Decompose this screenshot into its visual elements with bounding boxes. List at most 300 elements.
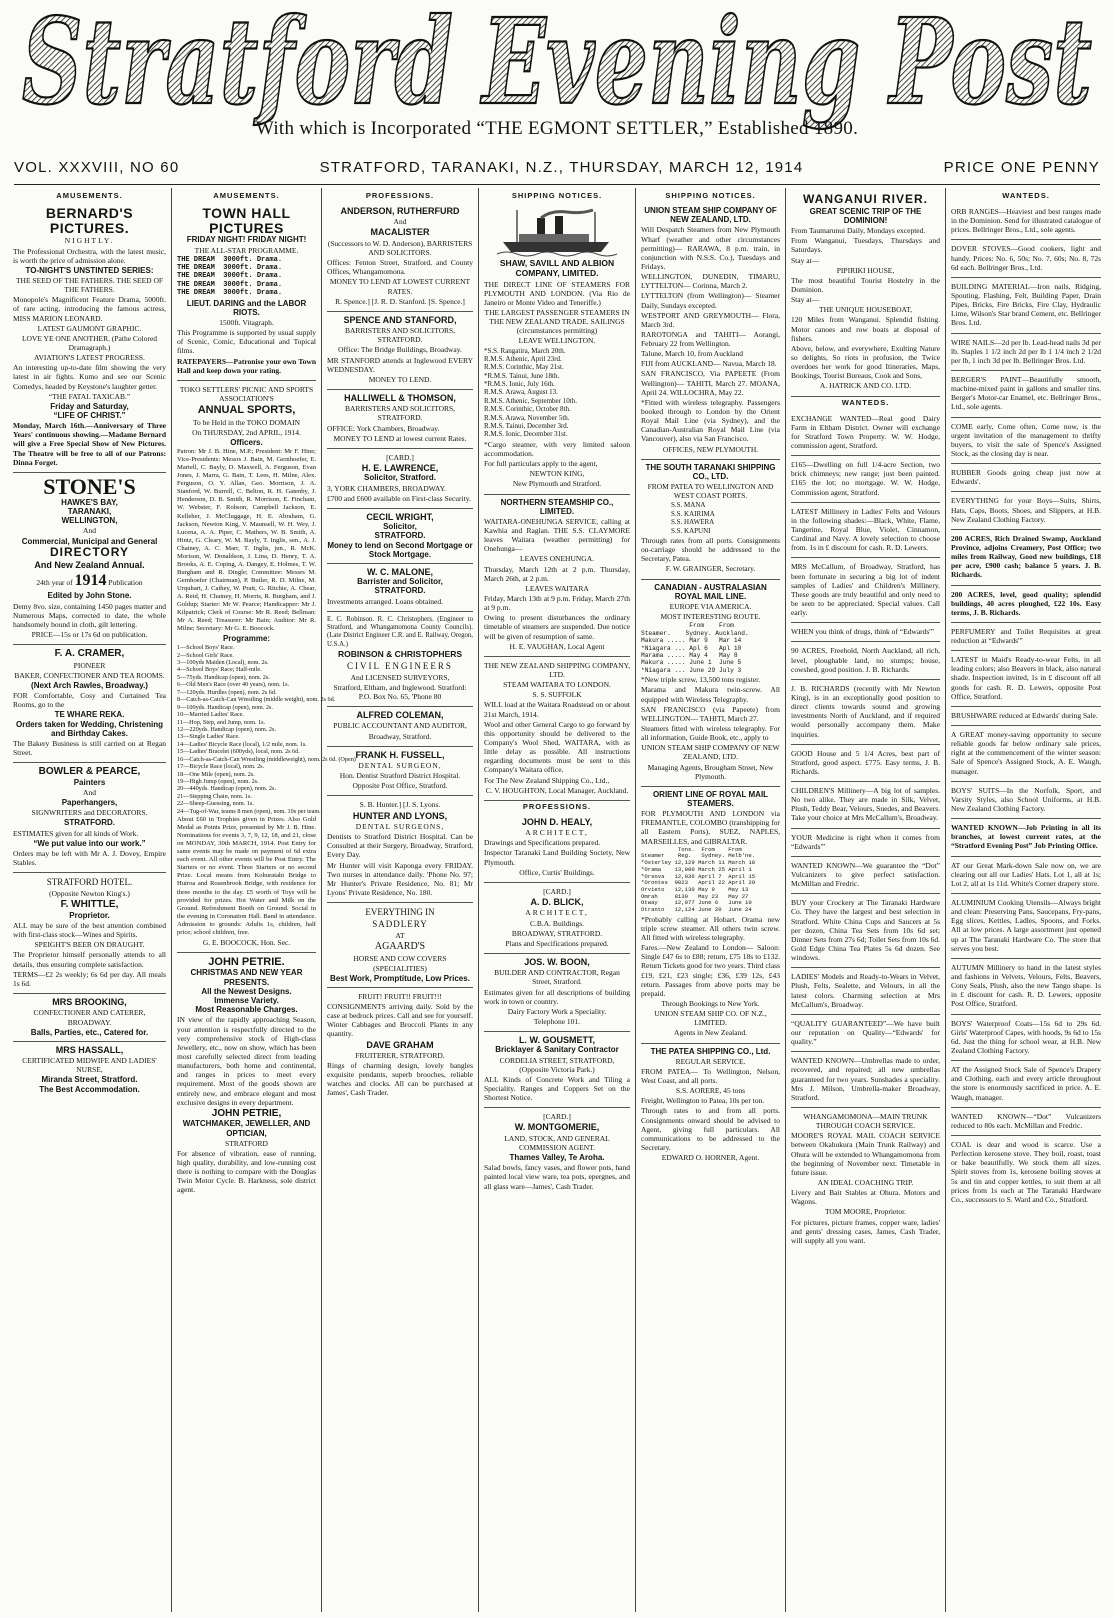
advert-text: WAITARA-ONEHUNGA SERVICE, calling at Kawhia and Raglan. THE S.S. CLAYMORE leaves Waitara (weather permitting) for Onehunga— (484, 516, 630, 554)
column-2 (172, 188, 356, 1612)
advert-cramer (13, 645, 166, 763)
advert-lawrence (327, 449, 473, 509)
advert-text: ESTIMATES given for all kinds of Work. (13, 828, 139, 838)
advert-cecil-wright (327, 509, 473, 564)
advert-text: WELLINGTON, DUNEDIN, TIMARU, LYTTELTON— Corinna, March 2. (641, 272, 780, 291)
wanted-ad (951, 278, 1101, 334)
wanted-text: BUY your Crockery at The Taranaki Hardware Co. They have the largest and best selection in Stratford. White China Cups and Saucers at 5s per dozen, China Tea Sets from 10s 6d set; Dinner Sets from 27s 6d; Toilet Sets from 10s 6d. Gold Edge China Tea Plates 5s 6d dozen. See windows. (791, 898, 940, 963)
advert-title: ROBINSON & CHRISTOPHERS (337, 648, 463, 659)
advert-text: Livery and Bait Stables at Ohura. Motors and Wagons. (791, 1188, 940, 1207)
advert-text: An interesting up-to-date film showing the very latest in air fights. Kumo and see our Scenic Comedys, headed by Keystone's laughter getter. (13, 363, 166, 391)
advert-title: MRS HASSALL, (55, 1044, 124, 1055)
advert-text: Freight, Wellington to Patea, 10s per ton. (641, 1096, 765, 1106)
section-header: SHIPPING NOTICES. (511, 191, 603, 200)
advert-text: Orders taken for Wedding, Christening and Birthday Cakes. (16, 719, 163, 738)
advert-text: E. C. Robinson. R. C. Christophers. (Engineer to Stratford, and Whangamomona County Councils). (Late District Engineer C.R. and E. Railway, Oregon, U.S.A.) (327, 615, 473, 648)
advert-line: TOKO SETTLERS' PICNIC AND SPORTS ASSOCIATION'S (179, 384, 314, 404)
advert-signature: G. E. BOOCOCK, Hon. Sec. (202, 937, 291, 947)
advert-title: NORTHERN STEAMSHIP CO., LIMITED. (500, 497, 614, 516)
advert-line: 1500ft. Vitagraph. (219, 318, 274, 328)
advert-title: BERNARD'S PICTURES. (45, 205, 134, 236)
advert-text: Steamers fitted with wireless telegraphy. For all information, Guide Book, etc., apply to (641, 723, 780, 743)
advert-bernards-pictures (13, 203, 166, 473)
section-header: PROFESSIONS. (365, 191, 435, 200)
advert-line: CORDELIA STREET, STRATFORD, (Opposite Victoria Park.) (499, 1055, 615, 1074)
wanted-text: LADIES' Models and Ready-to-Wears in Velvet, Plush, Felts, Sealette, and Velours, in all the latest colors. Charming selection at Mrs McCallum's, Broadway. (791, 972, 940, 1009)
wanted-text: BOYS' SUITS—In the Norfolk, Sport, and Varsity Styles, also School Uniforms, at H.B. New Zealand Clothing Factory. (951, 785, 1101, 814)
advert-text: Fares.—New Zealand to London— Saloon: Single £47 6s to £88; return, £75 18s to £132. Return Tickets good for two years. Third class £19, £21, £23 single; £36, £39 12s, £43 return. Passages from above ports may be prepaid. (641, 943, 781, 998)
advert-line: Barrister and Solicitor, (357, 577, 443, 587)
advert-line: CIVIL ENGINEERS (347, 660, 453, 671)
section-header: AMUSEMENTS. (56, 191, 123, 200)
advert-title: MRS BROOKING, (52, 997, 127, 1008)
advert-malone (327, 564, 473, 612)
advert-title: A. D. BLICK, (530, 897, 584, 908)
advert-orient-line (641, 787, 780, 1044)
advert-text: MONEY TO LEND AT LOWEST CURRENT RATES. (329, 277, 471, 296)
advert-line: The Best Accommodation. (39, 1084, 140, 1094)
advert-line: AT (395, 931, 405, 941)
advert-line: CONFECTIONER AND CATERER, BROADWAY. (33, 1008, 146, 1027)
wanted-ad (951, 371, 1101, 418)
advert-text: Drawings and Specifications prepared. (484, 838, 601, 848)
wanted-text: COAL is dear and wood is scarce. Use a Perfection kerosene stove. They boil, roast, toast or bake beautifully. We stock them all sizes. Spirit stoves from 1s, kerosene boiling stoves at 5s and tin and copper kettles, to suit them at all prices from 1s each at The Taranaki Hardware Co., successors to S. Ward and Co., Stratford. (951, 1139, 1101, 1204)
advert-title: ANDERSON, RUTHERFURD (340, 206, 460, 216)
advert-text: WESTPORT AND GREYMOUTH— Flora, March 3rd. (641, 310, 780, 329)
wanted-text: J. B. RICHARDS (recently with Mr Newton King), is in an exceptionally good position to direct clients towards sound and growing investments North of Auckland, and if required would personally accompany them. Make inquiries. (791, 683, 940, 739)
column-1 (8, 188, 172, 1612)
advert-signature: F. W. GRAINGER, Secretary. (665, 564, 756, 574)
advert-line: S.S. AORERE, 45 tons (675, 1086, 746, 1096)
advert-montgomerie (484, 1108, 630, 1195)
advert-line: NEWTON KING, (529, 469, 585, 479)
advert-line: And New Zealand Annual. (34, 559, 145, 570)
advert-john-petrie (177, 953, 316, 1200)
wanted-ad (951, 623, 1101, 651)
advert-text: From Wanganui, Tuesdays, Thursdays and Saturdays. (791, 236, 940, 255)
advert-line: PUBLIC ACCOUNTANT AND AUDITOR, (333, 721, 467, 731)
advert-line: STRATFORD (225, 1138, 268, 1148)
wanted-ad (951, 894, 1101, 959)
advert-line: THE ALL-STAR PROGRAMME. (194, 245, 299, 255)
wanted-ad (951, 586, 1101, 623)
wanted-ad (951, 418, 1101, 465)
wanted-text: WANTED KNOWN—Umbrellas made to order, recovered, and repaired; all new umbrellas guaranteed for two years. Sunshades a speciality. Mrs J. Milson, Umbrella-maker Broadway, Stratford. (791, 1056, 940, 1102)
advert-text: OFFICE: York Chambers, Broadway. (327, 423, 440, 433)
section-header: AMUSEMENTS. (213, 191, 280, 200)
advert-text: LATEST GAUMONT GRAPHIC. (37, 323, 142, 333)
advert-text: Through rates from all ports. Consignments on-carriage should be addressed to the Secretary, Patea. (641, 535, 780, 564)
advert-line: UNION STEAM SHIP COMPANY OF NEW ZEALAND, LTD. (641, 743, 780, 762)
wanted-ad (951, 203, 1101, 240)
wanted-ad (951, 1015, 1101, 1062)
wanted-ad (951, 959, 1101, 1015)
advert-line: BARRISTERS AND SOLICITORS, STRATFORD. (344, 326, 456, 345)
wanted-ad (791, 857, 940, 894)
advert-line: HORSE AND COW COVERS (SPECIALITIES) (353, 954, 447, 973)
advert-text: MONEY TO LEND at lowest current Rates. (333, 433, 467, 443)
wanted-text: A GREAT money-saving opportunity to secure reliable goods far below ordinary sale prices, right at the commencement of the winter season: Sale of Spence's Assigned Stock, A. E. Waugh, manager. (951, 730, 1101, 776)
advert-line: LIEUT. DARING and the LABOR RIOTS. (186, 298, 307, 317)
advert-line: And (83, 787, 96, 797)
advert-title: SPENCE AND STANFORD, (343, 314, 457, 325)
advert-line: EUROPE VIA AMERICA. (669, 601, 752, 611)
advert-line: MOST INTERESTING ROUTE. (660, 612, 761, 622)
svg-text:Stratford Evening Post: Stratford Evening Post (22, 0, 1092, 131)
advert-text: S. B. Hunter.] [J. S. Lyons. (359, 800, 441, 810)
wanted-text: ALUMINIUM Cooking Utensils—Always bright and clean: Preserving Pans, Saucepans, Fry-pans, Egg slices, Kettles, Ladles, Spoons, and Forks. All at low prices. A large assortment just opened up at The Taranaki Hardware Co. The store that serves you best. (951, 898, 1101, 953)
advert-line: DENTAL SURGEONS, (355, 821, 445, 831)
advert-line: Balls, Parties, etc., Catered for. (30, 1027, 149, 1037)
advert-line: Commercial, Municipal and General (21, 536, 158, 546)
advert-title: ORIENT LINE OF ROYAL MAIL STEAMERS. (652, 789, 769, 808)
advert-line: S. S. SUFFOLK (532, 690, 582, 700)
wanted-text: EVERYTHING for your Boys—Suits, Shirts, Hats, Caps, Boots, Shoes, and Slippers, at H.B. New Zealand Clothing Factory. (951, 496, 1101, 524)
advert-line: Friday and Saturday, (50, 401, 129, 411)
advert-text: TERMS—£2 2s weekly; 6s 6d per day. All meals 1s 6d. (13, 969, 166, 988)
advert-frank-fussell (327, 747, 473, 797)
advert-text: R. Spence.] [J. R. D. Stanford. [S. Spence.] (335, 296, 465, 306)
advert-text: ALL may be sure of the best attention combined with first-class stock—Wines and Spirits. (13, 921, 166, 940)
advert-line: WATCHMAKER, JEWELLER, AND OPTICIAN, (182, 1119, 311, 1138)
wanted-ad (791, 642, 940, 679)
advert-line: Broadway, Stratford. (368, 731, 432, 741)
advert-spence-stanford (327, 312, 473, 390)
advert-line: Miranda Street, Stratford. (41, 1075, 138, 1085)
advert-line: Edited by John Stone. (47, 591, 132, 601)
advert-dave-graham (327, 988, 473, 1103)
advert-title: W. MONTGOMERIE, (514, 1122, 600, 1133)
advert-text: Owing to present disturbances the ordinary timetable of steamers are suspended. Due notice will be given of resumption of same. (484, 613, 630, 641)
advert-text: Will Despatch Steamers from New Plymouth Wharf (weather and other circumstances permitting)— RARAWA, 8 p.m. train, in conjunction with N.S.S. Co.), Tuesdays and Fridays. (641, 225, 780, 271)
wanted-ad (951, 464, 1101, 492)
advert-line: LEAVES WAITARA (525, 583, 589, 593)
wanted-ad (791, 829, 940, 857)
column-3 (322, 188, 479, 1612)
advert-text: THE LARGEST PASSENGER STEAMERS IN THE NEW ZEALAND TRADE. SAILINGS (circumstances permitting) (484, 307, 630, 336)
advert-text: *Probably calling at Hobart. Orama new triple screw steamer. All others twin screw. All fitted with wireless telegraphy. (641, 914, 780, 943)
advert-toko-sports (177, 381, 356, 953)
advert-text: MR STANFORD attends at Inglewood EVERY WEDNESDAY. (327, 355, 473, 374)
wanted-ad (791, 410, 940, 457)
advert-line: BAKER, CONFECTIONER AND TEA ROOMS. (14, 670, 165, 680)
advert-line: And (393, 217, 407, 227)
advert-stratford-hotel (13, 873, 166, 994)
advert-line: SADDLERY (372, 919, 428, 930)
advert-line: HAWKE'S BAY, (61, 497, 118, 507)
advert-text: For absence of vibration, ease of running, high quality, durability, and low-running cost there is nothing to compare with the Douglas Twin Motor Cycle. B. Harkness, sole district agent. (177, 1148, 316, 1195)
advert-line: F. WHITTLE, (60, 899, 119, 911)
advert-text: MOORE'S ROYAL MAIL COACH SERVICE between Okahukura (Main Trunk Railway) and Ohura will be extended to Whangamomona from the beginning of November next. Timetable in future issue. (791, 1131, 940, 1177)
advert-year: 1914 (74, 571, 107, 589)
advert-patea-shipping (641, 1044, 780, 1168)
wanted-ad (791, 782, 940, 829)
wanted-text: BERGER'S PAINT—Beautifully smooth, machine-mixed paint in gallons and smaller tins. Berger's Motor-car Enamel, etc. Bellringer Bros., Ltd., sole agents. (951, 374, 1101, 412)
advert-signature: EDWARD O. HORNER, Agent. (661, 1153, 760, 1163)
advert-text: Mr Hunter will visit Kaponga every FRIDAY. Two nurses in attendance daily. 'Phone No. 97; Mr Hunter's Private Residence, No. 81; Mr Lyons' Private Residence, No. 180. (327, 860, 473, 897)
advert-line: New Plymouth and Stratford. (512, 479, 602, 489)
advert-line: THE UNIQUE HOUSEBOAT, (819, 305, 912, 315)
advert-title: STONE'S (43, 473, 136, 499)
wanted-text: AT the Assigned Stock Sale of Spence's Drapery and Clothing, each and every article throughout the store is enormously sacrificed in price. A. E. Waugh, manager. (951, 1065, 1101, 1102)
advert-title: ALFRED COLEMAN, (356, 710, 444, 721)
advert-line: Painters (73, 777, 106, 787)
advert-title: UNION STEAM SHIP COMPANY OF NEW ZEALAND, LTD. (644, 206, 777, 225)
advert-line: EVERYTHING IN (365, 907, 435, 918)
advert-text: 3, YORK CHAMBERS, BROADWAY. (327, 483, 446, 493)
wanted-text: EXCHANGE WANTED—Real good Dairy Farm in Eltham District. Owner will exchange for Stratford Town Property. W. W. Hodge, commission agent, Stratford. (791, 413, 940, 450)
wanted-ad (951, 1136, 1101, 1209)
advert-line: Bricklayer & Sanitary Contractor (495, 1045, 619, 1055)
advert-line: STRATFORD. (374, 531, 426, 541)
advert-text: CONSIGNMENTS arriving daily. Sold by the case at bedrock prices. Call and see for yourself. Winter Cabbages and Broccoli Plants in any quantity. (327, 1001, 473, 1039)
wanted-ad (951, 1061, 1101, 1108)
advert-text: FIJI from AUCKLAND— Navua, March 18. (641, 359, 777, 369)
advert-line: NIGHTLY. (64, 236, 115, 246)
issue-price: PRICE ONE PENNY (943, 158, 1100, 176)
advert-text: AVIATION'S LATEST PROGRESS. (34, 353, 145, 363)
advert-text: 120 Miles from Wanganui. Splendid fishing. Motor canoes and row boats at disposal of fishers. (791, 315, 940, 343)
wanted-ad (951, 530, 1101, 586)
advert-title: TOWN HALL PICTURES (202, 205, 291, 236)
wanted-ad (791, 558, 940, 623)
advert-line: C.B.A. Buildings. (530, 918, 584, 928)
advert-text: IN view of the rapidly approaching Season, your attention is respectfully directed to the very comprehensive stock of High-class Jewellery, etc., now on show, which has been most carefully selected direct from leading manufacturers, both home and continental, and ranges in prices to meet every requirement. Most of the goods shown are entirely new, and embrace elegant and most exclusive designs in every department. (177, 1015, 316, 1107)
wanted-text: 200 ACRES, Rich Drained Swamp, Auckland Province, adjoins Creamery, Post Office; two miles from Railway, Good new buildings, £18 per acre, £900 cash; balance 5 years. J. B. Richards. (951, 533, 1101, 580)
section-header: WANTEDS. (841, 397, 890, 407)
wanted-text: CHILDREN'S Millinery—A big lot of samples. No two alike. They are made in Silk, Velvet, Plush, Teddy Bear, Velours, Suedes, and Beavers. Take your choice at Mrs McCallum's, Broadway. (791, 786, 940, 823)
advert-line: MONEY TO LEND. (368, 374, 432, 384)
advert-line: TE WHARE REKA. (54, 710, 125, 720)
advert-title: THE PATEA SHIPPING CO., Ltd. (650, 1046, 771, 1056)
advert-line: Proprietor. (69, 910, 110, 920)
wanted-ad (791, 623, 940, 642)
advert-signature: TOM MOORE, Proprietor. (824, 1207, 907, 1217)
advert-text: LOVE YE ONE ANOTHER. (Pathe Colored Dramagraph.) (21, 333, 158, 352)
advert-gousmett (484, 1032, 630, 1108)
advert-line: Agents in New Zealand. (674, 1028, 747, 1038)
advert-line: And LICENSED SURVEYORS, (350, 672, 450, 682)
advert-text: Thursday, March 12th at 2 p.m. Thursday, March 26th, at 2 p.m. (484, 564, 630, 583)
advert-title: CECIL WRIGHT, (366, 511, 434, 522)
advert-text: Money to lend on Second Mortgage or Stock Mortgage. (327, 540, 473, 559)
wanted-text: WANTED KNOWN—“Dot” Vulcanizers reduced to 80s each. McMillan and Fredric. (951, 1111, 1101, 1130)
wanted-ad (791, 894, 940, 968)
wanted-ad (951, 857, 1101, 894)
section-header: PROFESSIONS. (522, 801, 592, 811)
advert-text: Investments arranged. Loans obtained. (327, 596, 444, 606)
advert-moores-coach (791, 1108, 940, 1250)
advert-text: Office, Curtis' Buildings. (519, 867, 595, 877)
advert-line: BUILDER AND CONTRACTOR, Regan Street, Stratford. (494, 968, 620, 987)
advert-line: MACALISTER (370, 227, 430, 238)
advert-text: FROM PATEA TO WELLINGTON AND WEST COAST PORTS. (647, 482, 774, 501)
advert-title: JOHN PETRIE, (211, 1107, 282, 1119)
wanted-ad (791, 503, 940, 559)
advert-line: Thames Valley, Te Aroha. (509, 1153, 605, 1163)
advert-line: TARANAKI, (67, 507, 112, 517)
columns (8, 188, 1106, 1612)
advert-line: TO-NIGHT'S UNSTINTED SERIES: (25, 265, 154, 275)
advert-text: RATEPAYERS—Patronise your own Town Hall and keep down your rating. (177, 356, 316, 375)
wanted-text: RUBBER Goods going cheap just now at Edwards'. (951, 468, 1101, 487)
section-header: WANTEDS. (1002, 191, 1050, 200)
advert-mrs-brooking (13, 994, 166, 1042)
dateline (14, 150, 1100, 185)
advert-line: PIPIRIKI HOUSE, (836, 265, 895, 275)
wanted-ad (951, 651, 1101, 707)
advert-line: Programme: (222, 633, 271, 643)
advert-line: WELLINGTON, (61, 516, 118, 526)
wanted-text: COME early, Come often, Come now, is the urgent invitation of the management to thrifty buyers, to visit the sale of Spence's Assigned Stock, as the closing day is near. (951, 421, 1101, 458)
wanted-ad (791, 968, 940, 1015)
advert-south-taranaki-shipping (641, 460, 780, 580)
advert-bowler-pearce (13, 763, 166, 873)
advert-line: Best Work, Promptitude, Low Prices. (330, 973, 470, 983)
advert-line: STRATFORD. (64, 818, 115, 828)
advert-line: Office: The Bridge Buildings, Broadway. (338, 345, 462, 355)
advert-text: The Proprietor himself personally attends to all details, thus ensuring complete satisfaction. (13, 950, 166, 969)
advert-text: THE SEED OF THE FATHERS. THE SEED OF THE FATHERS. (15, 275, 164, 295)
wanted-ad (791, 1015, 940, 1052)
wanted-text: AT our Great Mark-down Sale now on, we are clearing out all our Ladies' Hats. Lot 1, all at 1s; Lot 2, all at 1s 11d. White's Corner drapery store. (951, 860, 1101, 888)
advert-text: Plans and Specifications prepared. (505, 938, 609, 948)
advert-text: Through Bookings to New York. (661, 999, 760, 1009)
advert-line: OFFICES, NEW PLYMOUTH. (662, 444, 759, 454)
advert-text: RAROTONGA and TAHITI— Aorangi, February 22 from Wellington. (641, 329, 780, 349)
wanted-text: LATEST Millinery in Ladies' Felts and Velours in the following shades:—Black, White, Flame, Tangerine, Royal Blue, Violet, Cinnamon, Cardinal and Navy. A lovely selection to choose from. 1s in £ discount for cash. R. D. Lewers. (791, 506, 940, 553)
advert-robinson-christophers (327, 612, 473, 707)
advert-text: PRICE—15s or 17s 6d on publication. (31, 630, 148, 640)
advert-text: *New triple screw, 13,500 tons register. (641, 675, 761, 685)
advert-text: For The New Zealand Shipping Co., Ltd., (484, 775, 610, 785)
advert-line: DENTAL SURGEON, (358, 761, 442, 771)
issue-date: STRATFORD, TARANAKI, N.Z., THURSDAY, MARCH 12, 1914 (319, 158, 804, 176)
advert-title: STRATFORD HOTEL. (46, 877, 133, 888)
advert-line: LEAVES ONEHUNGA. (519, 554, 595, 564)
advert-anderson (327, 203, 473, 312)
advert-text: THE DIRECT LINE OF STEAMERS FOR PLYMOUTH AND LONDON. (Via Rio de Janeiro or Monte Video and Teneriffe.) (484, 279, 630, 307)
advert-text: Monopole's Magnificent Feature Drama, 5000ft. of rare acting, introducing the famous actress, MISS MARION LEONARD. (13, 295, 166, 323)
advert-title: THE SOUTH TARANAKI SHIPPING CO., LTD. (645, 462, 776, 481)
advert-town-hall-pictures (177, 203, 316, 381)
advert-year-line (13, 571, 166, 591)
advert-text: FOR Comfortable, Cosy and Curtained Tea Rooms, go to the (13, 691, 166, 710)
volume-number: VOL. XXXVIII, NO 60 (14, 158, 180, 176)
column-7 (946, 188, 1106, 1612)
advert-text: Monday, March 16th.—Anniversary of Three Years' continuous showing.—Madame Bernard will give a Free Special Show of New Pictures. The Theatre will be free to all of our Patrons: Dinna Forget. (13, 421, 166, 467)
wanted-ad (951, 492, 1101, 529)
advert-title: CANADIAN - AUSTRALASIAN ROYAL MAIL LINE. (654, 582, 767, 601)
advert-stones-directory (13, 473, 166, 645)
advert-line: LAND, STOCK, AND GENERAL COMMISSION AGENT. (504, 1133, 610, 1152)
advert-shaw-savill (484, 203, 630, 495)
advert-line: GREAT SCENIC TRIP OF THE DOMINION! (809, 206, 922, 225)
advert-text: Salad bowls, fancy vases, and flower pots, hand painted local view ware, tea pots, epergnes, and all glass ware—James', Cash Trader. (484, 1163, 630, 1191)
wanted-text: AUTUMN Millinery to hand in the latest styles and fashions in Velvets, Velours, Felts, Beavers, Cony Seals, Plush, also the new Tango shape. 1s in £ discount for cash. R. D. Lewers, opposite Post Office, Stratford. (951, 962, 1101, 1009)
advert-text: FROM PATEA— To Wellington, Nelson, West Coast, and all ports. (641, 1066, 780, 1086)
wanted-text: PERFUMERY and Toilet Requisites at great reduction at “Edwards'” (951, 626, 1101, 646)
advert-union-steam-ship (641, 203, 780, 460)
advert-line: LEAVE WELLINGTON. (518, 336, 596, 346)
advert-text: For full particulars apply to the agent, (484, 459, 598, 469)
advert-line: FRIDAY NIGHT! FRIDAY NIGHT! (186, 235, 307, 245)
advert-text: This Programme is supported by usual supply of Scenic, Comic, Educational and Topical films. (177, 328, 316, 356)
advert-text: Through rates to and from all ports. Consignments onward should be advised to Agent, giving full particulars. All communications to be addressed to the Secretary. (641, 1106, 780, 1153)
wanted-text: MRS McCallum, of Broadway, Stratford, has been fortunate in securing a big lot of indent samples of Ladies' and Children's Millinery. These goods are truly beautiful and only need to be seen to be appreciated. Special values. Call early. (791, 562, 940, 618)
advert-line: On THURSDAY, 2nd APRIL, 1914. (192, 427, 301, 437)
advert-line: Solicitor, Stratford. (363, 473, 436, 483)
advert-line: (Opposite Newton King's.) (49, 889, 130, 899)
wanted-ad (951, 707, 1101, 726)
wanted-ad (951, 334, 1101, 371)
advert-line: AN IDEAL COACHING TRIP. (817, 1177, 914, 1187)
wanted-ad (951, 240, 1101, 277)
advert-line: CHRISTMAS AND NEW YEAR PRESENTS. (190, 968, 303, 987)
advert-signature: A. HATRICK AND CO. LTD. (819, 381, 912, 391)
advert-line: All the Newest Designs. (201, 986, 292, 996)
wanted-text: BOYS' Waterproof Coats—15s 6d to 29s 6d. Girls' Waterproof Capes, with hoods, 9s 6d to 15s 6d. Just the thing for school wear, at H.B. New Zealand Clothing Factory. (951, 1018, 1101, 1055)
advert-text: WILL load at the Waitara Roadstead on or about 21st March, 1914. (484, 700, 630, 719)
advert-text: Demy 8vo. size, containing 1450 pages matter and Numerous Maps, corrected to date, the whole handsomely bound in cloth, gilt lettering. (13, 601, 166, 629)
advert-text: SPEIGHT'S BEER ON DRAUGHT. (34, 940, 145, 950)
advert-text: Rings of charming design, lovely bangles exquisite pendants, superb brooches, reliable watches and clocks. All can be purchased at James', Cash Trader. (327, 1061, 473, 1098)
advert-title: HUNTER AND LYONS, (352, 810, 448, 821)
advert-nz-shipping (484, 657, 630, 801)
advert-text: The Professional Orchestra, with the latest music, is worth the price of admission alone. (13, 246, 166, 265)
advert-title: BOWLER & PEARCE, (38, 766, 141, 778)
advert-text: Stay at— (791, 295, 820, 305)
advert-line: And (83, 526, 96, 536)
wanted-ad (951, 726, 1101, 782)
advert-text: “We put value into our work.” (33, 838, 146, 848)
advert-title: THE NEW ZEALAND SHIPPING COMPANY, LTD. (484, 660, 630, 679)
advert-text: *Fitted with wireless telegraphy. Passengers booked through to London by the Orient Royal Mail Line (via Sydney), and the Canadian-Australian Royal Mail Line (via Vancouver), also via San Francisco. (641, 397, 780, 444)
advert-line: REGULAR SERVICE. (675, 1056, 746, 1066)
steamship-icon (497, 208, 617, 256)
wanted-text: DOVER STOVES—Good cookers, light and handy. Prices: No. 6, 50s; No. 7, 60s; No. 8, 72s 6d each. Bellringer Bros., Ltd. (951, 244, 1101, 272)
advert-text: From Taumarunui Daily, Mondays excepted. (791, 226, 926, 236)
advert-line: Paperhangers, (61, 798, 118, 808)
wanted-text: ORB RANGES—Heaviest and best ranges made in the Dominion. Send for illustrated catalogue of prices. Bellringer Bros., Ltd., sole agents. (951, 207, 1101, 235)
advert-line: Stratford, Eltham, and Inglewood. Stratford: P.O. Box No. 65, 'Phone 80 (333, 682, 467, 701)
advert-northern-steamship (484, 495, 630, 657)
wanted-text: LATEST in Maid's Ready-to-wear Felts, in all leading colors; also Beavers in black, also natural shade. Inspection invited, 1s in £ discount off all goods for cash. R. D. Lewers, opposite Post Office, Stratford. (951, 655, 1101, 701)
advert-jos-boon (484, 954, 630, 1032)
advert-text: Inspector Taranaki Land Building Society, New Plymouth. (484, 848, 630, 867)
wanted-text: “QUALITY GUARANTEED”—We have built our reputation on Quality—“Edwards' for quality.” (791, 1018, 940, 1047)
advert-text: Offices: Fenton Street, Stratford, and County Offices, Whangamomona. (327, 258, 473, 277)
wanted-text: WIRE NAILS—2d per lb. Lead-head nails 3d per lb. Staples 1 1/2 inch 2d per lb 1 1/4 inch 2 1/2d per lb, 1 inch 3d per lb. Bellringer Bros. Ltd. (951, 337, 1101, 365)
wanted-text: £165—Dwelling on full 1/4-acre Section, two brick chimneys; new range; just been painted. £165 the lot; no mortgage. W. W. Hodge, Commission agent, Stratford. (791, 460, 940, 497)
wanted-text: WANTED KNOWN—We guarantee the “Dot” Vulcanizers to give perfect satisfaction. McMillan and Fredric. (791, 860, 940, 889)
wanted-ad (951, 1108, 1101, 1136)
wanted-text: BUILDING MATERIAL—Iron nails, Ridging, Spouting, Flashing, Felt, Building Paper, Drain Pipes, Bricks, Fire Bricks, Fire Clay, Hydraulic Lime, Wilson's Star brand Cement, etc. Bellringer Bros. Ltd. (951, 281, 1101, 328)
advert-text: Dairy Factory Work a Speciality. (507, 1006, 607, 1016)
advert-title: WHANGAMOMONA—MAIN TRUNK THROUGH COACH SERVICE. (803, 1112, 928, 1131)
card-label: [CARD.] (386, 452, 414, 462)
advert-text: Orders may be left with Mr A. J. Dovey, Empire Stables. (13, 848, 166, 868)
advert-text: Publication (108, 577, 143, 587)
advert-line: Opposite Post Office, Stratford. (352, 781, 448, 791)
advert-title: L. W. GOUSMETT, (519, 1035, 595, 1046)
advert-text: £700 and £600 available on First-class Security. (327, 493, 471, 503)
advert-title: JOS. W. BOON, (524, 956, 590, 967)
advert-line: SIGNWRITERS and DECORATORS. (31, 808, 148, 818)
advert-blick (484, 883, 630, 954)
advert-line: Immense Variety. (214, 996, 279, 1006)
advert-text: The Bakery Business is still carried on at Regan Street. (13, 739, 166, 758)
